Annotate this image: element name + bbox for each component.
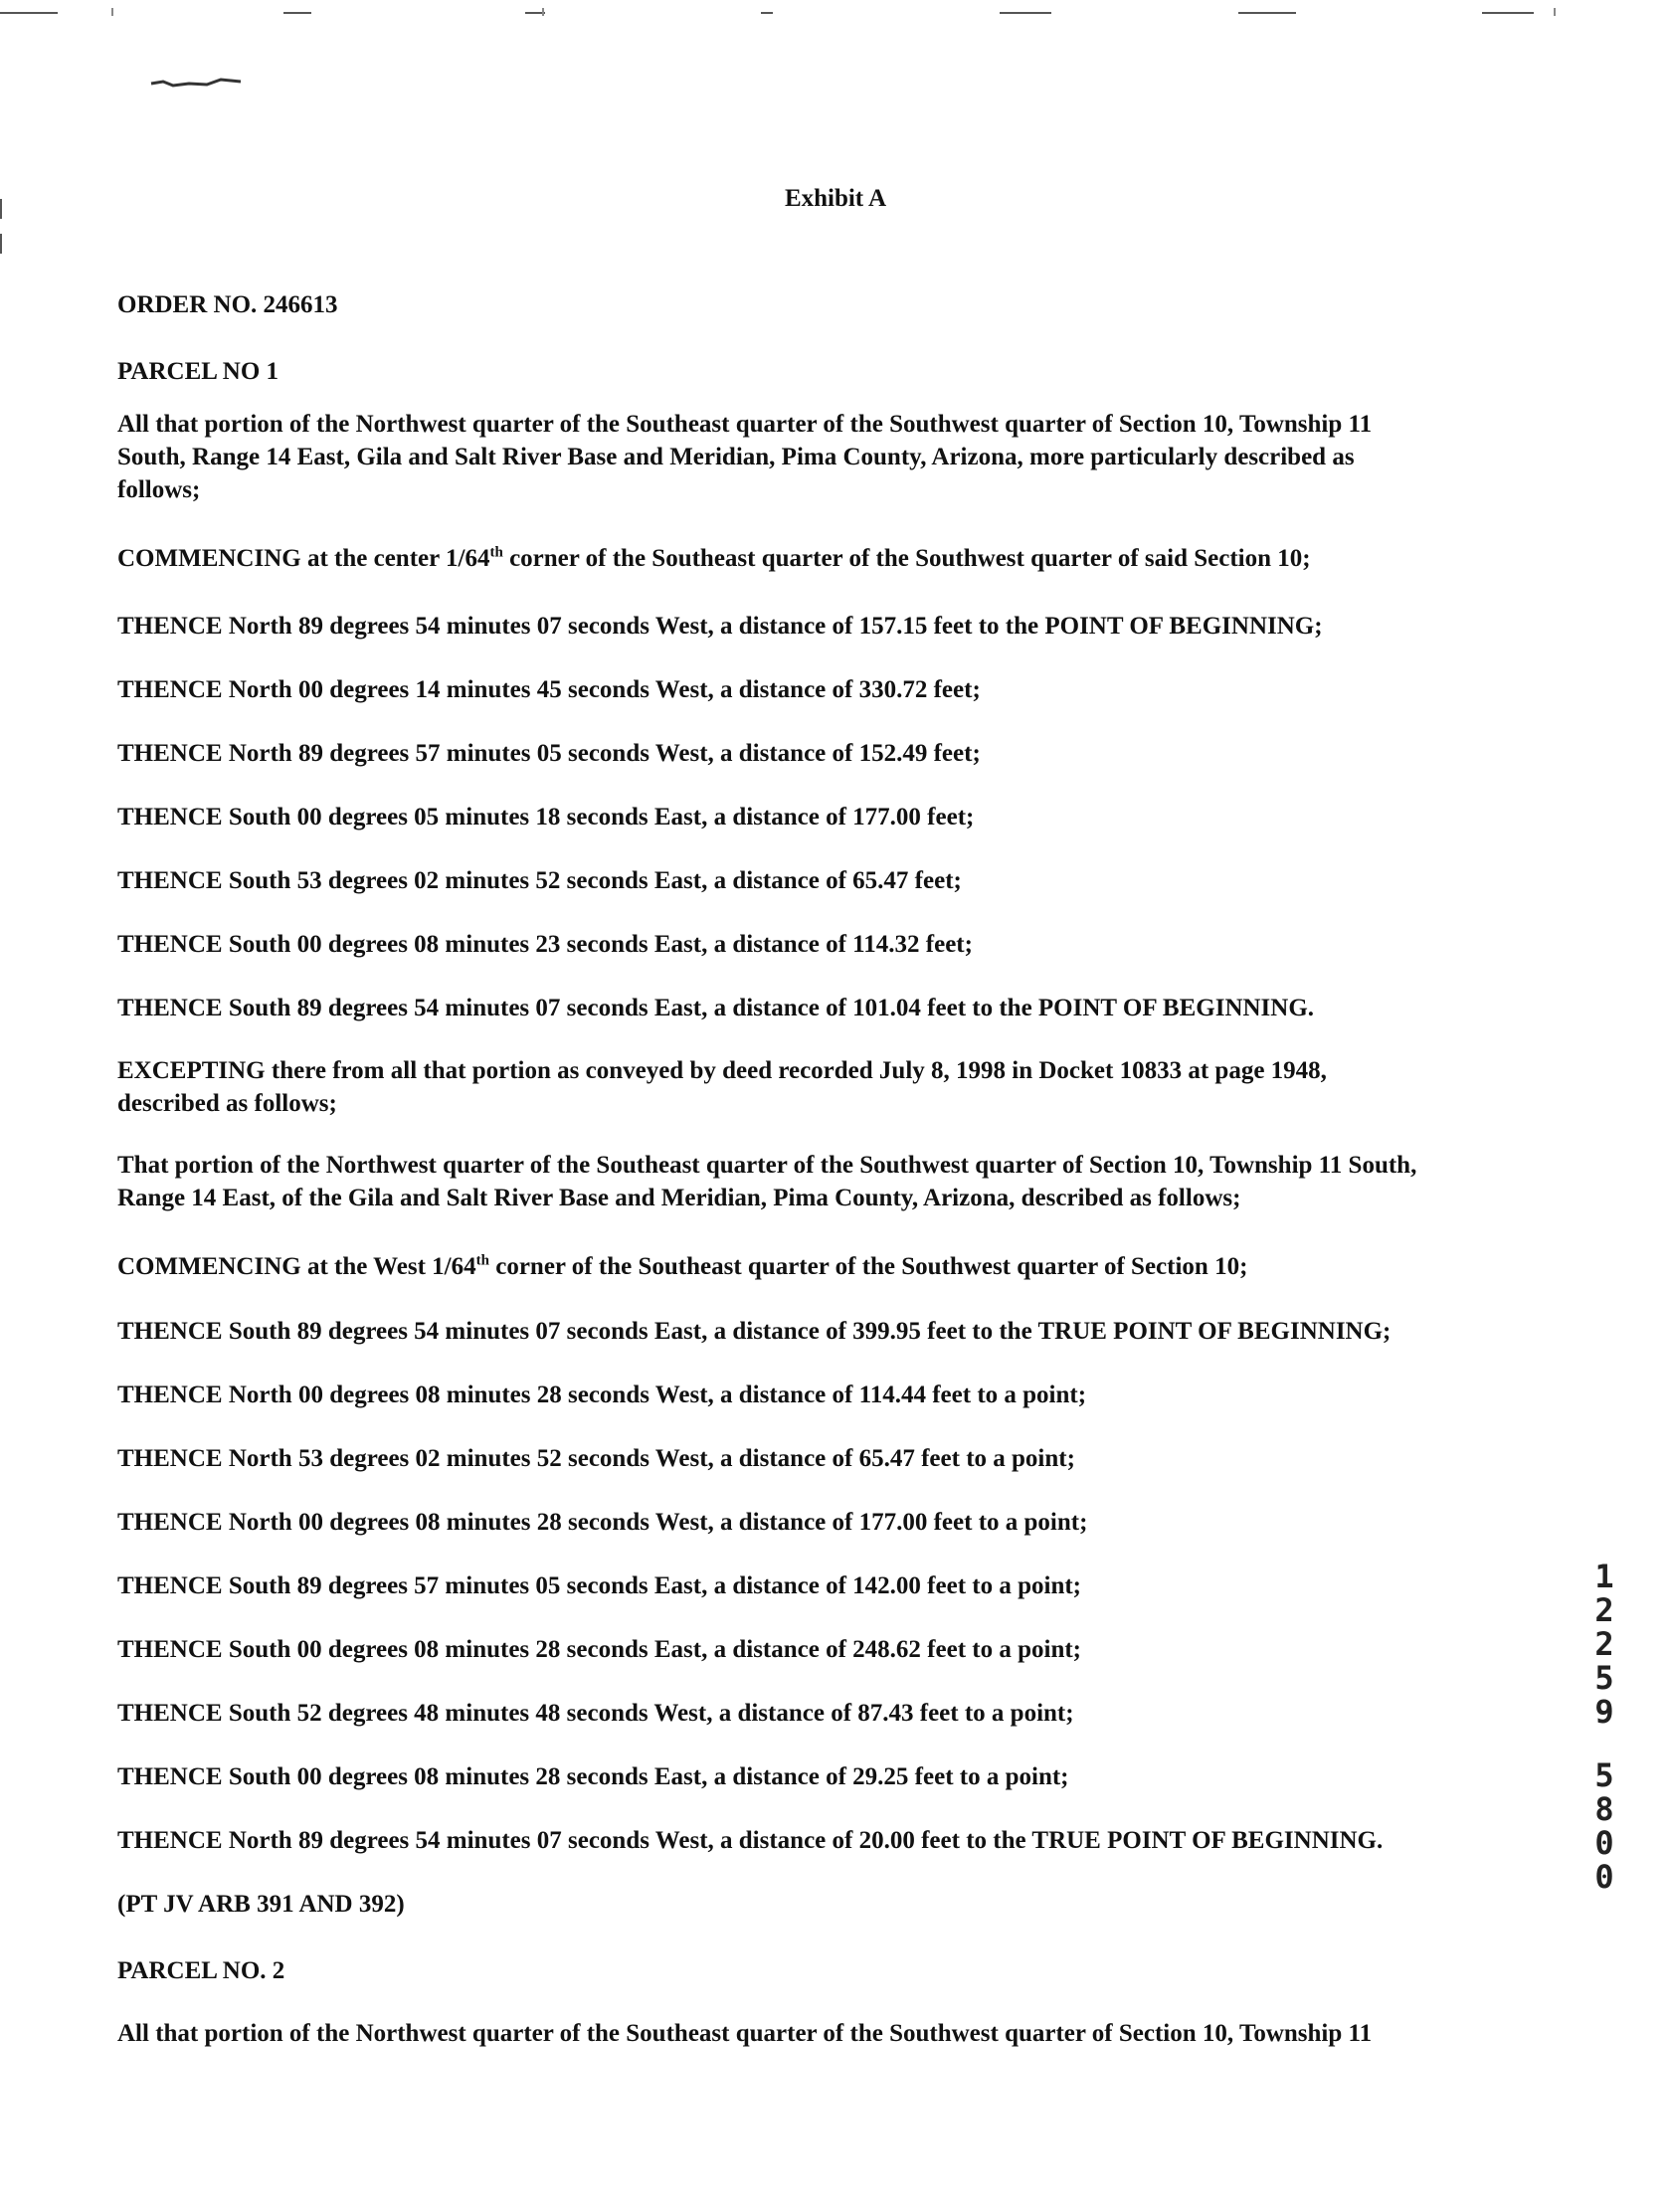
stamp-digit: 5	[1594, 1756, 1614, 1794]
commencing-clause	[117, 542, 1550, 575]
stamp-digit: 2	[1594, 1625, 1614, 1663]
scan-artifact-tick	[111, 8, 113, 16]
stamp-digit: 8	[1594, 1790, 1614, 1828]
scan-artifact-tick	[1554, 8, 1556, 16]
commencing-text: COMMENCING at the West 1/64	[117, 1253, 476, 1280]
parcel-1-heading: PARCEL NO 1	[117, 358, 279, 385]
thence-course: THENCE South 00 degrees 08 minutes 23 seconds East, a distance of 114.32 feet;	[117, 931, 973, 958]
scan-artifact-line	[1238, 12, 1296, 14]
ordinal-suffix: th	[489, 544, 503, 561]
thence-course: THENCE North 89 degrees 54 minutes 07 seconds West, a distance of 20.00 feet to the TRUE POINT OF BEGINNING.	[117, 1827, 1384, 1854]
thence-course: THENCE South 53 degrees 02 minutes 52 seconds East, a distance of 65.47 feet;	[117, 867, 962, 894]
scan-artifact-tick	[542, 8, 544, 16]
stamp-digit: 5	[1594, 1659, 1614, 1697]
excepting-line: described as follows;	[117, 1090, 337, 1117]
ordinal-suffix: th	[475, 1252, 489, 1269]
thence-course: THENCE South 52 degrees 48 minutes 48 seconds West, a distance of 87.43 feet to a point;	[117, 1700, 1074, 1727]
scan-artifact-margin-mark	[0, 234, 2, 254]
stamp-digit: 9	[1594, 1693, 1614, 1731]
commencing-text-cont: corner of the Southeast quarter of the Southwest quarter of said Section 10;	[502, 545, 1311, 572]
thence-course: THENCE South 00 degrees 05 minutes 18 seconds East, a distance of 177.00 feet;	[117, 804, 975, 830]
parcel-2-description: All that portion of the Northwest quarter of the Southeast quarter of the Southwest quarter of Section 10, Township 11	[117, 2020, 1373, 2047]
parcel-reference: (PT JV ARB 391 AND 392)	[117, 1891, 405, 1918]
stamp-digit: 2	[1594, 1591, 1614, 1629]
description-line: follows;	[117, 476, 201, 503]
portion-clause	[117, 1149, 1550, 1214]
description-line: All that portion of the Northwest quarter of the Southeast quarter of the Southwest quarter of Section 10, Township 11	[117, 411, 1373, 438]
thence-course: THENCE North 53 degrees 02 minutes 52 seconds West, a distance of 65.47 feet to a point;	[117, 1445, 1075, 1472]
stamp-digit: 0	[1594, 1858, 1614, 1896]
description-line: South, Range 14 East, Gila and Salt River Base and Meridian, Pima County, Arizona, more particularly described as	[117, 444, 1355, 470]
order-number: ORDER NO. 246613	[117, 291, 338, 318]
commencing-text: COMMENCING at the center 1/64	[117, 545, 490, 572]
scan-artifact-line	[1482, 12, 1534, 14]
excepting-line: EXCEPTING there from all that portion as conveyed by deed recorded July 8, 1998 in Docket 10833 at page 1948,	[117, 1057, 1327, 1084]
commencing-clause-2	[117, 1250, 1550, 1283]
thence-course: THENCE South 89 degrees 57 minutes 05 seconds East, a distance of 142.00 feet to a point;	[117, 1572, 1081, 1599]
recording-stamp	[1589, 1560, 1619, 1894]
parcel-1-description	[117, 408, 1550, 506]
thence-course: THENCE South 00 degrees 08 minutes 28 seconds East, a distance of 29.25 feet to a point;	[117, 1763, 1069, 1790]
scan-artifact-line	[0, 12, 58, 14]
thence-course: THENCE South 89 degrees 54 minutes 07 seconds East, a distance of 101.04 feet to the POINT OF BEGINNING.	[117, 995, 1315, 1021]
scan-artifact-line	[1000, 12, 1051, 14]
parcel-2-heading: PARCEL NO. 2	[117, 1957, 285, 1984]
scan-artifact-line	[761, 12, 773, 14]
thence-course: THENCE North 89 degrees 54 minutes 07 seconds West, a distance of 157.15 feet to the POINT OF BEGINNING;	[117, 613, 1323, 640]
thence-course: THENCE North 00 degrees 14 minutes 45 seconds West, a distance of 330.72 feet;	[117, 676, 981, 703]
scan-artifact-squiggle	[149, 76, 244, 92]
portion-line: That portion of the Northwest quarter of the Southeast quarter of the Southwest quarter of Section 10, Township 11 South,	[117, 1152, 1417, 1179]
thence-course: THENCE North 00 degrees 08 minutes 28 seconds West, a distance of 114.44 feet to a point;	[117, 1382, 1087, 1408]
thence-course: THENCE North 89 degrees 57 minutes 05 seconds West, a distance of 152.49 feet;	[117, 740, 981, 767]
stamp-digit: 0	[1594, 1824, 1614, 1862]
portion-line: Range 14 East, of the Gila and Salt River Base and Meridian, Pima County, Arizona, described as follows;	[117, 1185, 1241, 1211]
commencing-text-cont: corner of the Southeast quarter of the Southwest quarter of Section 10;	[488, 1253, 1248, 1280]
thence-course: THENCE North 00 degrees 08 minutes 28 seconds West, a distance of 177.00 feet to a point;	[117, 1509, 1088, 1536]
stamp-digit: 1	[1594, 1558, 1614, 1595]
thence-course: THENCE South 00 degrees 08 minutes 28 seconds East, a distance of 248.62 feet to a point;	[117, 1636, 1081, 1663]
excepting-clause	[117, 1054, 1550, 1120]
thence-course: THENCE South 89 degrees 54 minutes 07 seconds East, a distance of 399.95 feet to the TRUE POINT OF BEGINNING;	[117, 1318, 1392, 1345]
scan-artifact-line	[283, 12, 311, 14]
document-title: Exhibit A	[784, 185, 887, 212]
